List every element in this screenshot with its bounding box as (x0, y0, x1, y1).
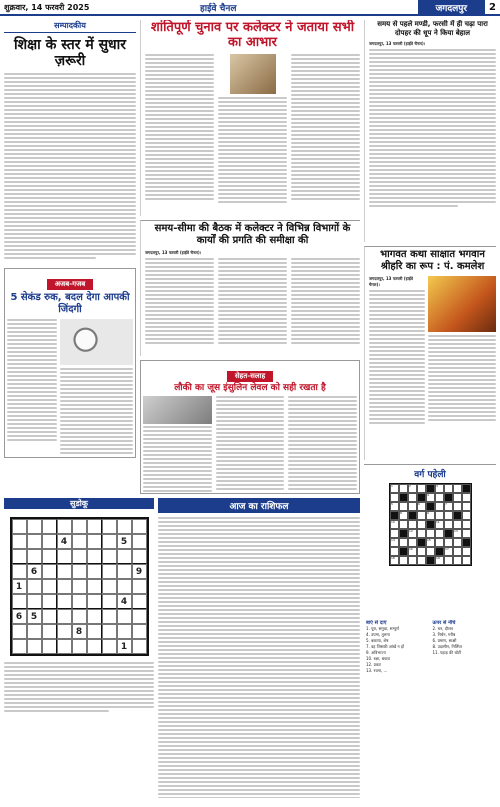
crossword-title: वर्ग पहेली (414, 470, 446, 480)
sudoku-cell (27, 579, 42, 594)
sudoku-cell (72, 579, 87, 594)
editorial-section-label: सम्पादकीय (4, 20, 136, 33)
sudoku-cell (132, 639, 147, 654)
sudoku-cell (87, 519, 102, 534)
sudoku-cell (12, 519, 27, 534)
sudoku-cell (57, 594, 72, 609)
sudoku-cell (57, 624, 72, 639)
sudoku-cell (57, 549, 72, 564)
sudoku-cell (27, 534, 42, 549)
meeting-body-col-1 (145, 258, 214, 346)
crossword-clue: 11. पहाड़ की चोटी (432, 650, 461, 655)
crossword-grid: 1 2 3 4 5 6 7 8 9 10 11 12 13 14 15 16 17 18 19 (389, 483, 472, 566)
meeting-story (140, 220, 360, 356)
sudoku-cell (72, 519, 87, 534)
rashifal-box (158, 498, 360, 798)
sudoku-cell (57, 564, 72, 579)
deity-photo (428, 276, 496, 332)
heat-dateline: जगदलपुर, 13 फरवरी (हाईवे चैनल)। (369, 41, 426, 46)
sudoku-cell (57, 639, 72, 654)
sudoku-cell (12, 564, 27, 579)
sudoku-cell (87, 639, 102, 654)
sudoku-cell (132, 579, 147, 594)
sudoku-cell (42, 594, 57, 609)
issue-date: शुक्रवार, 14 फरवरी 2025 (4, 2, 90, 12)
sudoku-cell (132, 549, 147, 564)
sudoku-cell (12, 534, 27, 549)
sudoku-cell (117, 564, 132, 579)
sudoku-cell (42, 609, 57, 624)
down-clues (433, 620, 497, 674)
sudoku-cell (87, 564, 102, 579)
sudoku-cell (117, 579, 132, 594)
crossword-clue: 13. रचना, ... (366, 668, 388, 673)
across-clues (366, 620, 430, 674)
gourd-juice-photo (143, 396, 212, 424)
health-body-col-3 (288, 396, 357, 494)
crossword-clue: 3. निर्धन, गरीब (432, 632, 456, 637)
sudoku-cell (102, 579, 117, 594)
sudoku-cell (132, 624, 147, 639)
ajab-body-col-2 (60, 319, 133, 456)
sudoku-grid (10, 517, 149, 656)
meeting-body-col-2 (218, 258, 287, 346)
sudoku-cell (42, 639, 57, 654)
crossword-clue: 9. अविभाज्य (366, 650, 386, 655)
rashifal-body (158, 517, 360, 798)
health-body-col-1 (143, 396, 212, 494)
sudoku-cell (57, 579, 72, 594)
health-headline: लौकी का जूस इंसुलिन लेवल को सही रखता है (174, 383, 326, 393)
crossword-clue: 5. बकाया, शेष (366, 638, 389, 643)
meeting-body-col-3 (291, 258, 360, 346)
bhagwat-headline: भागवत कथा साक्षात भगवान श्रीहरि का रूप : पं. कमलेश (380, 249, 485, 272)
sudoku-rules (4, 662, 154, 712)
sudoku-cell (12, 549, 27, 564)
sudoku-cell (87, 624, 102, 639)
sudoku-cell (12, 624, 27, 639)
crossword-clue: 8. उदासीन, निर्लिप्त (432, 644, 462, 649)
sudoku-cell (42, 579, 57, 594)
sudoku-cell (117, 624, 132, 639)
bhagwat-dateline: जगदलपुर, 13 फरवरी (हाईवे चैनल)। (369, 276, 414, 287)
sudoku-cell (72, 564, 87, 579)
city-bar (418, 0, 496, 15)
sudoku-cell (102, 639, 117, 654)
sudoku-cell: 5 (117, 534, 132, 549)
heat-headline: समय से पहले मण्डी, फरसी में ही चढ़ा पारा दोपहर की धूप ने किया बेहाल (377, 20, 488, 37)
sudoku-cell (132, 609, 147, 624)
sudoku-cell (72, 549, 87, 564)
sudoku-cell: 9 (132, 564, 147, 579)
sudoku-cell: 1 (12, 579, 27, 594)
sudoku-cell: 5 (27, 609, 42, 624)
crossword-clue: 6. प्रमाण, साक्षी (432, 638, 457, 643)
bhagwat-body-col-1 (369, 276, 425, 426)
crossword-clue: 1. पूरा, समूचा, सम्पूर्ण (366, 626, 399, 631)
sudoku-cell (117, 609, 132, 624)
sudoku-cell (72, 534, 87, 549)
sudoku-cell (87, 579, 102, 594)
sudoku-cell: 1 (117, 639, 132, 654)
ajab-body-col-1 (7, 319, 57, 456)
sudoku-cell (12, 639, 27, 654)
sudoku-cell (27, 519, 42, 534)
collector-photo (230, 54, 276, 94)
sudoku-cell (102, 564, 117, 579)
down-title: ऊपर से नीचे (432, 620, 456, 626)
crossword-clue: 4. उपमा, तुलना (366, 632, 390, 637)
sudoku-cell (42, 624, 57, 639)
sudoku-cell (42, 519, 57, 534)
sudoku-cell (132, 519, 147, 534)
sudoku-cell: 8 (72, 624, 87, 639)
sudoku-cell (27, 549, 42, 564)
crossword-clue: 10. रक्षा, बचाव (366, 656, 390, 661)
bhagwat-story (364, 246, 496, 460)
page-number: 2 (489, 1, 496, 13)
sudoku-cell (102, 519, 117, 534)
sudoku-cell (42, 564, 57, 579)
heat-body (369, 49, 496, 207)
editorial-column (4, 20, 136, 262)
sudoku-cell (117, 549, 132, 564)
heat-story (364, 20, 496, 242)
crossword-clue: 12. प्रकट (366, 662, 381, 667)
alarm-clock-photo (60, 319, 133, 365)
sudoku-cell (102, 534, 117, 549)
sudoku-cell: 4 (117, 594, 132, 609)
sudoku-cell (72, 639, 87, 654)
health-tag: सेहत-सलाह (227, 371, 273, 382)
editorial-body (4, 73, 136, 259)
sudoku-cell (132, 534, 147, 549)
sudoku-cell: 6 (12, 609, 27, 624)
health-box (140, 360, 360, 494)
ajab-headline: 5 सेकंड रुक, बदल देगा आपकी जिंदगी (10, 292, 130, 315)
sudoku-cell (102, 549, 117, 564)
sudoku-cell (57, 609, 72, 624)
sudoku-cell (102, 594, 117, 609)
sudoku-cell (72, 594, 87, 609)
sudoku-cell (72, 609, 87, 624)
sudoku-cell (87, 594, 102, 609)
sudoku-cell (102, 609, 117, 624)
sudoku-cell (27, 594, 42, 609)
lead-story (140, 20, 360, 216)
sudoku-cell (42, 534, 57, 549)
ajab-tag: अजब-गजब (47, 279, 94, 290)
crossword-clues (364, 620, 496, 800)
paper-name: हाईवे चैनल (200, 3, 237, 14)
sudoku-cell (27, 639, 42, 654)
sudoku-cell (42, 549, 57, 564)
crossword-box (364, 464, 496, 616)
meeting-dateline: जगदलपुर, 13 फरवरी (हाईवे चैनल)। (145, 250, 202, 255)
rashifal-title: आज का राशिफल (158, 498, 360, 513)
sudoku-cell: 4 (57, 534, 72, 549)
health-body-col-2 (216, 396, 285, 494)
sudoku-cell (132, 594, 147, 609)
sudoku-cell (12, 594, 27, 609)
crossword-clue: 2. धन, दौलत (432, 626, 453, 631)
sudoku-cell (87, 609, 102, 624)
sudoku-cell (27, 624, 42, 639)
sudoku-box (4, 498, 154, 798)
page-header (0, 0, 500, 16)
lead-body-col-1 (145, 54, 214, 205)
ajab-gajab-box (4, 268, 136, 458)
sudoku-cell (102, 624, 117, 639)
lead-headline: शांतिपूर्ण चुनाव पर कलेक्टर ने जताया सभी का आभार (150, 20, 355, 50)
city-name: जगदलपुर (418, 0, 485, 15)
meeting-headline: समय-सीमा की बैठक में कलेक्टर ने विभिन्न विभागों के कार्यों की प्रगति की समीक्षा की (154, 223, 351, 246)
sudoku-cell: 6 (27, 564, 42, 579)
across-title: बाएं से दाएं (366, 620, 387, 626)
sudoku-cell (117, 519, 132, 534)
crossword-clue: 7. वह जिसकी आंखें न हों (366, 644, 405, 649)
sudoku-cell (57, 519, 72, 534)
bhagwat-body-col-2 (428, 276, 496, 426)
sudoku-cell (87, 534, 102, 549)
lead-body-col-3 (291, 54, 360, 205)
sudoku-cell (87, 549, 102, 564)
lead-body-col-2 (218, 54, 287, 205)
editorial-headline: शिक्षा के स्तर में सुधार ज़रूरी (13, 37, 126, 69)
sudoku-title: सुडोकू (4, 498, 154, 509)
